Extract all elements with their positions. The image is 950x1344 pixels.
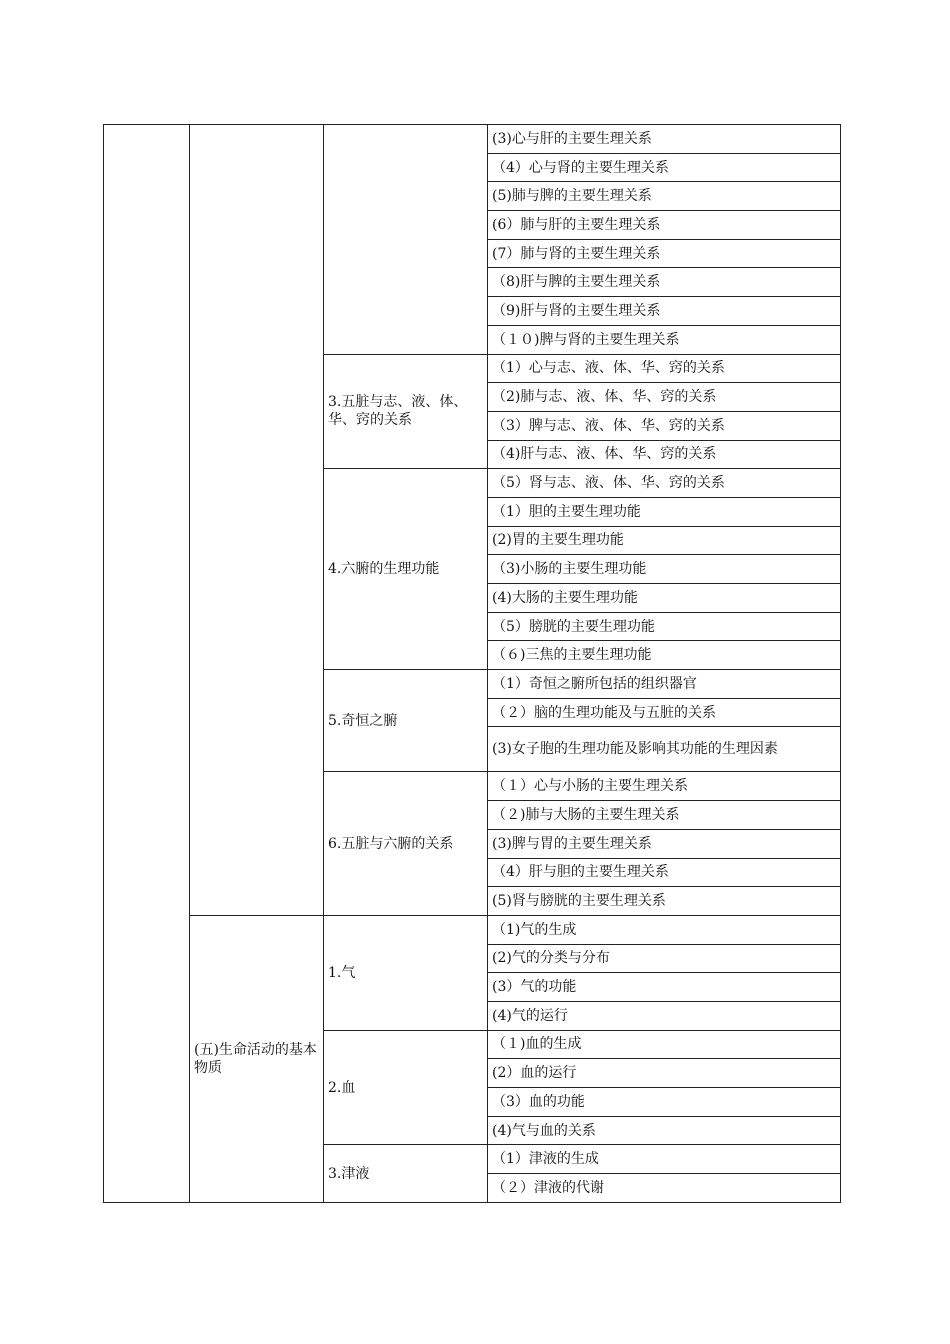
section-basic-substances: (五)生命活动的基本物质 [190,915,324,1202]
topic-body-fluids: 3.津液 [324,1145,488,1202]
item-cell: （1）奇恒之腑所包括的组织器官 [488,670,841,699]
item-cell: （3）脾与志、液、体、华、窍的关系 [488,411,841,440]
item-cell: (2)胃的主要生理功能 [488,526,841,555]
section-cell-continued [190,125,324,916]
item-cell: (4)大肠的主要生理功能 [488,584,841,613]
item-cell: (2)气的分类与分布 [488,944,841,973]
item-cell: (3）气的功能 [488,973,841,1002]
item-cell: (7）肺与肾的主要生理关系 [488,239,841,268]
item-cell: （5）肾与志、液、体、华、窍的关系 [488,469,841,498]
item-cell: （4)肝与志、液、体、华、窍的关系 [488,440,841,469]
item-cell: （６)三焦的主要生理功能 [488,641,841,670]
topic-six-fu-functions: 4.六腑的生理功能 [324,469,488,670]
item-cell: （4）心与肾的主要生理关系 [488,153,841,182]
item-cell: （２）津液的代谢 [488,1174,841,1203]
item-cell: (4)气的运行 [488,1001,841,1030]
item-cell: （1）胆的主要生理功能 [488,497,841,526]
topic-extraordinary-fu: 5.奇恒之腑 [324,670,488,772]
item-cell: （5）膀胱的主要生理功能 [488,612,841,641]
item-cell: (5)肺与脾的主要生理关系 [488,182,841,211]
item-cell: （1）津液的生成 [488,1145,841,1174]
item-cell: （9)肝与肾的主要生理关系 [488,297,841,326]
item-cell: (3)脾与胃的主要生理关系 [488,829,841,858]
item-cell: (2）血的运行 [488,1059,841,1088]
item-cell: (6）肺与肝的主要生理关系 [488,211,841,240]
syllabus-table [103,124,841,1203]
item-cell: （1）心与志、液、体、华、窍的关系 [488,354,841,383]
unit-cell [104,125,190,1203]
item-cell: (4)气与血的关系 [488,1116,841,1145]
topic-cell-continued [324,125,488,355]
topic-five-zang-relations: 3.五脏与志、液、体、华、窍的关系 [324,354,488,469]
item-cell: （１)血的生成 [488,1030,841,1059]
item-cell: （１）心与小肠的主要生理关系 [488,772,841,801]
topic-qi: 1.气 [324,915,488,1030]
item-cell: (3)心与肝的主要生理关系 [488,125,841,154]
item-cell: （3）血的功能 [488,1088,841,1117]
item-cell: (3)女子胞的生理功能及影响其功能的生理因素 [488,727,841,772]
item-cell: （3)小肠的主要生理功能 [488,555,841,584]
topic-zang-fu-relations: 6.五脏与六腑的关系 [324,772,488,915]
item-cell: （２）脑的生理功能及与五脏的关系 [488,698,841,727]
item-cell: （2)肺与志、液、体、华、窍的关系 [488,383,841,412]
item-cell: (5)肾与膀胱的主要生理关系 [488,887,841,916]
item-cell: （4）肝与胆的主要生理关系 [488,858,841,887]
item-cell: （1)气的生成 [488,915,841,944]
topic-blood: 2.血 [324,1030,488,1145]
item-cell: （２)肺与大肠的主要生理关系 [488,801,841,830]
item-cell: （8)肝与脾的主要生理关系 [488,268,841,297]
item-cell: （１０)脾与肾的主要生理关系 [488,325,841,354]
